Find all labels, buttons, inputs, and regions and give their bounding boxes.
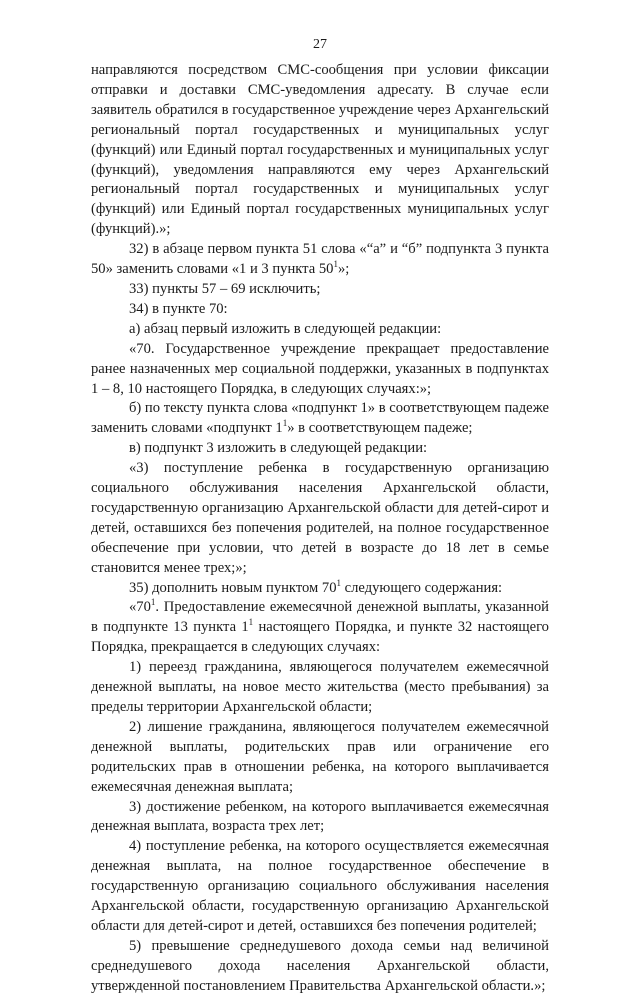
superscript: 1 (150, 597, 156, 608)
text-segment: » в соответствующем падеже; (287, 420, 473, 437)
paragraph (91, 61, 549, 240)
text-segment: а) абзац первый изложить в следующей редакции: (129, 320, 442, 337)
text-segment: б) по тексту пункта слова «подпункт 1» в соответствующем падеже заменить словами «подпункт 1 (91, 400, 549, 437)
paragraph (91, 837, 549, 937)
text-segment: 1) переезд гражданина, являющегося получателем ежемесячной денежной выплаты, на новое место жительства (место пребывания) за пределы территории Архангельской области; (91, 659, 549, 715)
paragraph (91, 300, 549, 320)
text-segment: в) подпункт 3 изложить в следующей редакции: (129, 440, 428, 457)
paragraph (91, 718, 549, 798)
paragraph (91, 240, 549, 280)
paragraph (91, 579, 549, 599)
text-segment: . Предоставление ежемесячной денежной выплаты, указанной в подпункте 13 пункта 1 (91, 599, 549, 636)
text-segment: «70 (129, 599, 151, 616)
paragraph (91, 798, 549, 838)
text-segment: 5) превышение среднедушевого дохода семьи над величиной среднедушевого дохода населения Архангельской области, утвержденной постановлением Правительства Архангельской области.»; (91, 937, 549, 994)
text-segment: 33) пункты 57 – 69 исключить; (129, 280, 321, 297)
text-segment: следующего содержания: (341, 579, 503, 596)
paragraph (91, 439, 549, 459)
text-segment: »; (337, 261, 350, 278)
text-segment: 35) дополнить новым пунктом 70 (129, 579, 337, 596)
paragraph (91, 320, 549, 340)
text-segment: направляются посредством СМС-сообщения при условии фиксации отправки и доставки СМС-уведомления адресату. В случае если заявитель обратился в государственное учреждение через Архангельский региональный портал государственных и муниципальных услуг (функций) или Единый портал государственных и муниципальных услуг (функций), уведомления направляются ему через Архангельский региональный портал государственных и муниципальных услуг (функций) или Единый портал государственных муниципальных услуг (функций).»; (91, 62, 549, 238)
text-segment: 4) поступление ребенка, на которого осуществляется ежемесячная денежная выплата, на полное государственное обеспечение в государственную организацию социального обслуживания населения Архангельской области, государственную организацию Архангельской области для детей-сирот и детей, оставшихся без попечения родителей; (91, 838, 549, 934)
superscript: 1 (333, 259, 338, 270)
text-segment: 34) в пункте 70: (129, 300, 228, 317)
text-segment: настоящего Порядка, и пункте 32 настоящего Порядка, прекращается в следующих случаях: (91, 619, 549, 656)
paragraph (91, 459, 549, 578)
paragraph (91, 280, 549, 300)
page-number: 27 (313, 37, 327, 52)
text-segment: 32) в абзаце первом пункта 51 слова «“а” и “б” подпункта 3 пункта 50» заменить словами «1 и 3 пункта 50 (91, 241, 549, 278)
superscript: 1 (282, 418, 288, 429)
paragraph (91, 937, 549, 997)
paragraph (91, 340, 549, 400)
text-segment: 3) достижение ребенком, на которого выплачивается ежемесячная денежная выплата, возраста трех лет; (91, 798, 549, 835)
text-segment: «70. Государственное учреждение прекращает предоставление ранее назначенных мер социальной поддержки, указанных в подпунктах 1 – 8, 10 настоящего Порядка, в следующих случаях:»; (91, 340, 549, 397)
paragraph (91, 658, 549, 718)
document-body (91, 61, 549, 997)
paragraph (91, 399, 549, 439)
text-segment: 2) лишение гражданина, являющегося получателем ежемесячной денежной выплаты, родительских прав или ограничение его родительских прав в отношении ребенка, на которого выплачивается ежемесячная денежная выплата; (91, 718, 549, 795)
text-segment: «3) поступление ребенка в государственную организацию социального обслуживания населения Архангельской области, государственную организацию Архангельской области для детей-сирот и детей, оставшихся без попечения родителей, на полное государственное обеспечение при условии, что детей в возрасте до 18 лет в семье становится менее трех;»; (91, 460, 549, 576)
superscript: 1 (248, 617, 254, 628)
paragraph (91, 598, 549, 658)
superscript: 1 (336, 577, 342, 588)
